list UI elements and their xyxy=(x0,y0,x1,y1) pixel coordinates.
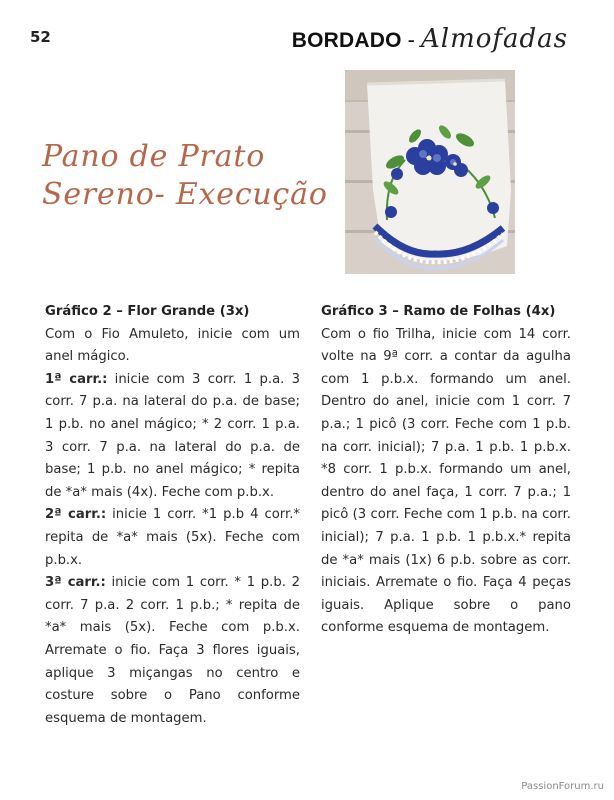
title-line-2: Sereno- Execução xyxy=(42,177,328,212)
chart-2-row-1 xyxy=(45,369,300,505)
chart-3-text: Com o fio Trilha, inicie com 14 corr. volte na 9ª corr. a contar da agulha com 1 p.b.x. formando um anel. Dentro do anel, inicie com 1 corr. 7 p.a.; 1 picô (3 corr. Feche com 1 p.b. na corr. inicial); 7 p.a. 1 p.b. 1 p.b.x. *8 corr. 1 p.b.x. formando um anel, dentro do anel faça, 1 corr. 7 p.a.; 1 picô (3 corr. Feche com 1 p.b. na corr. inicial); 7 p.a. 1 p.b. 1 p.b.x.* repita de *a* mais (1x) 6 p.b. sobre as corr. iniciais. Arremate o fio. Faça 4 peças iguais. Aplique sobre o pano conforme esquema de montagem. xyxy=(321,326,571,636)
title-line-1: Pano de Prato xyxy=(42,139,266,174)
embroidered-towel-illustration xyxy=(345,70,515,274)
watermark: PassionForum.ru xyxy=(521,781,604,792)
row-2-label: 2ª carr.: xyxy=(45,507,107,523)
row-3-text: inicie com 1 corr. * 1 p.b. 2 corr. 7 p.a. 2 corr. 1 p.b.; * repita de *a* mais (5x). Feche com p.b.x. Arremate o fio. Faça 3 flores iguais, aplique 3 miçangas no centro e costure sobre o Pano conforme esquema de montagem. xyxy=(45,575,300,726)
header-section: BORDADO xyxy=(291,29,402,52)
chart-2-row-2 xyxy=(45,504,300,572)
dish-towel-photo xyxy=(345,70,515,274)
header-separator: - xyxy=(407,27,415,52)
article-title xyxy=(42,138,342,214)
left-column xyxy=(45,301,300,730)
chart-2-heading: Gráfico 2 – Flor Grande (3x) xyxy=(45,304,250,319)
chart-2-row-3 xyxy=(45,572,300,730)
row-3-label: 3ª carr.: xyxy=(45,575,106,591)
row-2-text: inicie 1 corr. *1 p.b 4 corr.* repita de *a* mais (5x). Feche com p.b.x. xyxy=(45,507,300,568)
row-1-label: 1ª carr.: xyxy=(45,371,108,387)
row-1-text: inicie com 3 corr. 1 p.a. 3 corr. 7 p.a. na lateral do p.a. de base; 1 p.b. no anel mágico; * 2 corr. 1 p.a. 3 corr. 7 p.a. na lateral do p.a. de base; 1 p.b. no anel mágico; * repita de *a* mais (4x). Feche com p.b.x. xyxy=(45,371,300,500)
section-header xyxy=(292,24,568,54)
header-subsection: Almofadas xyxy=(420,24,568,54)
chart-2-intro: Com o Fio Amuleto, inicie com um anel mágico. xyxy=(45,326,300,365)
chart-3-heading: Gráfico 3 – Ramo de Folhas (4x) xyxy=(321,304,556,319)
page-number: 52 xyxy=(30,28,51,46)
right-column xyxy=(321,301,571,640)
